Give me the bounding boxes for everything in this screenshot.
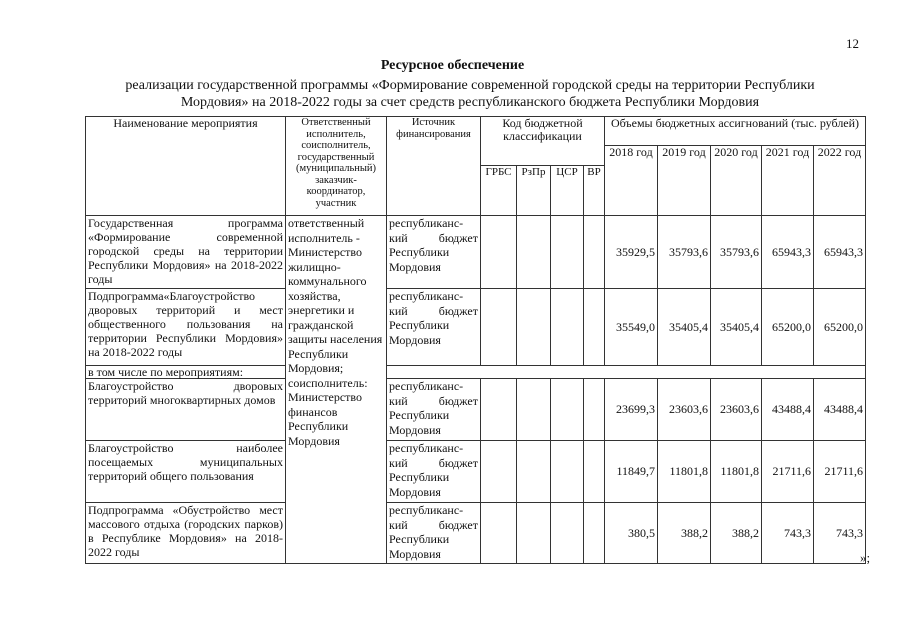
header-year-2019: 2019 год <box>658 146 711 216</box>
row-value: 11849,7 <box>605 441 658 503</box>
row-value: 380,5 <box>605 503 658 564</box>
row-value: 43488,4 <box>762 379 814 441</box>
row-value: 65200,0 <box>814 289 866 366</box>
resource-table <box>85 116 866 564</box>
header-year-2020: 2020 год <box>711 146 762 216</box>
row-source: республиканс-кий бюджет Республики Мордовия <box>387 379 481 441</box>
row-value: 388,2 <box>711 503 762 564</box>
document-subtitle <box>80 77 860 111</box>
row-name: в том числе по мероприятиям: <box>86 366 286 379</box>
row-value: 35793,6 <box>658 216 711 289</box>
row-name: Подпрограмма«Благоустройство дворовых территорий и мест общественного пользования на территории Республики Мордовия» на 2018-2022 годы <box>86 289 286 366</box>
header-name: Наименование мероприятия <box>86 117 286 216</box>
document-title: Ресурсное обеспечение <box>380 58 525 73</box>
header-year-2018: 2018 год <box>605 146 658 216</box>
header-budget-code: Код бюджетной классификации <box>481 117 605 166</box>
header-code-rzpr: РзПр <box>517 166 551 216</box>
page-number: 12 <box>846 36 859 51</box>
row-source: республиканс-кий бюджет Республики Мордовия <box>387 289 481 366</box>
row-value: 388,2 <box>658 503 711 564</box>
closing-quote: »; <box>860 550 871 565</box>
row-name: Подпрограмма «Обустройство мест массового отдыха (городских парков) в Республике Мордовия» на 2018-2022 годы <box>86 503 286 564</box>
row-value: 65943,3 <box>762 216 814 289</box>
subtitle-line-2: Мордовия» на 2018-2022 годы за счет средств республиканского бюджета Республики Мордовия <box>180 95 760 110</box>
row-value: 21711,6 <box>762 441 814 503</box>
row-value: 743,3 <box>814 503 866 564</box>
row-value: 11801,8 <box>711 441 762 503</box>
header-code-csr: ЦСР <box>551 166 584 216</box>
row-value: 65943,3 <box>814 216 866 289</box>
row-value: 23603,6 <box>658 379 711 441</box>
row-value: 23699,3 <box>605 379 658 441</box>
subtitle-line-1: реализации государственной программы «Формирование современной городской среды на территории Республики <box>125 78 815 93</box>
row-value: 35405,4 <box>711 289 762 366</box>
row-value: 35405,4 <box>658 289 711 366</box>
header-code-vr: ВР <box>584 166 605 216</box>
row-value: 11801,8 <box>658 441 711 503</box>
header-source: Источник финансирования <box>387 117 481 216</box>
header-year-2021: 2021 год <box>762 146 814 216</box>
header-year-2022: 2022 год <box>814 146 866 216</box>
row-value: 21711,6 <box>814 441 866 503</box>
responsible-cell: ответственный исполнитель - Министерство жилищно-коммунального хозяйства, энергетики и гражданской защиты населения Республики Мордовия; соисполнитель: Министерство финансов Республики Мордовия <box>286 216 387 564</box>
row-name: Благоустройство наиболее посещаемых муниципальных территорий общего пользования <box>86 441 286 503</box>
row-value: 35929,5 <box>605 216 658 289</box>
row-source: республиканс-кий бюджет Республики Мордовия <box>387 441 481 503</box>
row-source: республиканс-кий бюджет Республики Мордовия <box>387 503 481 564</box>
row-name: Благоустройство дворовых территорий многоквартирных домов <box>86 379 286 441</box>
row-value: 65200,0 <box>762 289 814 366</box>
row-name: Государственная программа «Формирование современной городской среды на территории Республики Мордовия» на 2018-2022 годы <box>86 216 286 289</box>
header-responsible: Ответственный исполнитель, соисполнитель, государственный (муниципальный) заказчик-координатор, участник <box>286 117 387 216</box>
row-source: республиканс-кий бюджет Республики Мордовия <box>387 216 481 289</box>
row-value: 35793,6 <box>711 216 762 289</box>
row-value: 43488,4 <box>814 379 866 441</box>
header-volumes: Объемы бюджетных ассигнований (тыс. рублей) <box>605 117 866 146</box>
header-code-grbs: ГРБС <box>481 166 517 216</box>
row-value: 743,3 <box>762 503 814 564</box>
row-value: 23603,6 <box>711 379 762 441</box>
row-value: 35549,0 <box>605 289 658 366</box>
